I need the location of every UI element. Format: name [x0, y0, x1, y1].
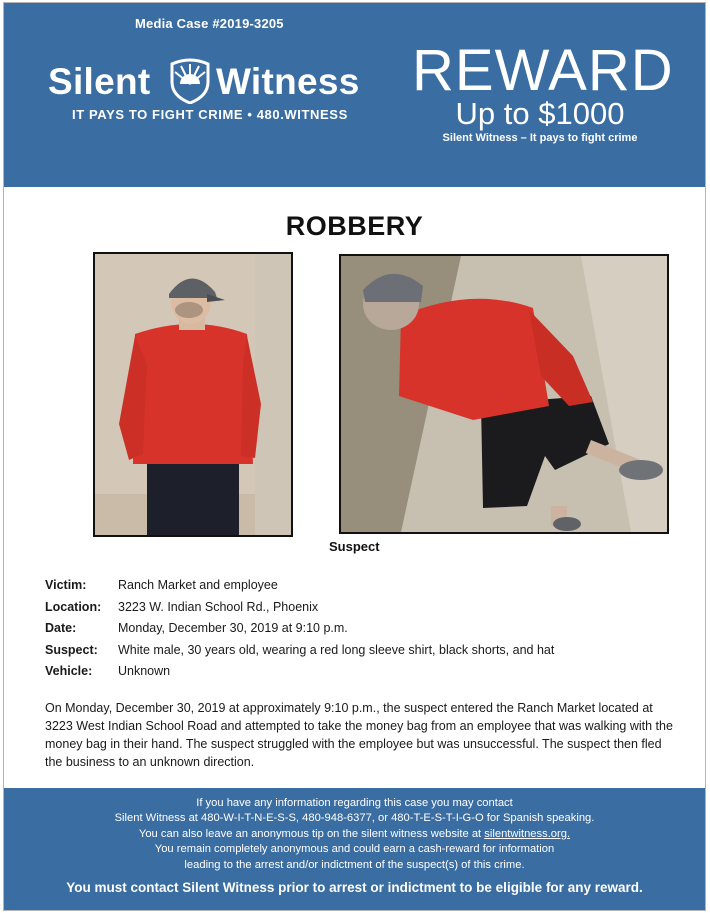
crime-title: ROBBERY: [285, 211, 424, 241]
suspect-photo-front: [93, 252, 293, 537]
detail-value: 3223 W. Indian School Rd., Phoenix: [118, 599, 319, 614]
suspect-photo-overhead: [339, 254, 669, 534]
tagline: IT PAYS TO FIGHT CRIME • 480.WITNESS: [72, 107, 348, 122]
contact-lines: [4, 796, 705, 873]
detail-label: Date:: [45, 621, 77, 635]
reward-amount: Up to $1000: [455, 96, 625, 131]
detail-value: Monday, December 30, 2019 at 9:10 p.m.: [118, 621, 348, 635]
reward-eligibility-notice: You must contact Silent Witness prior to arrest or indictment to be eligible for any reward.: [66, 880, 643, 895]
case-details: [45, 575, 685, 683]
detail-row-location: [45, 597, 685, 619]
photo-caption: Suspect: [329, 539, 380, 554]
detail-label: Victim:: [45, 578, 87, 592]
detail-value: Unknown: [118, 664, 171, 678]
contact-line-text: You can also leave an anonymous tip on the silent witness website at: [138, 827, 485, 840]
detail-value: White male, 30 years old, wearing a red long sleeve shirt, black shorts, and hat: [118, 642, 555, 657]
contact-line: leading to the arrest and/or indictment of the suspect(s) of this crime.: [184, 858, 525, 871]
detail-label: Vehicle:: [45, 664, 93, 678]
reward-subtitle: Silent Witness – It pays to fight crime: [442, 132, 638, 144]
detail-label: Location:: [45, 599, 102, 614]
media-case-number: Media Case #2019-3205: [135, 16, 284, 31]
silent-witness-logo: [48, 57, 378, 107]
flyer-page: [3, 2, 706, 911]
reward-heading: REWARD: [412, 38, 674, 103]
contact-line: You remain completely anonymous and could earn a cash-reward for information: [154, 843, 555, 856]
suspect-overhead-illustration: [341, 256, 667, 532]
logo-word-silent: Silent: [48, 61, 151, 102]
suspect-front-illustration: [95, 254, 291, 535]
contact-line: If you have any information regarding this case you may contact: [196, 797, 513, 809]
detail-row-date: [45, 618, 685, 640]
detail-row-victim: [45, 575, 685, 597]
detail-row-vehicle: [45, 661, 685, 683]
detail-label: Suspect:: [45, 642, 98, 657]
logo-word-witness: Witness: [216, 61, 360, 102]
detail-row-suspect: [45, 640, 685, 662]
contact-footer: [4, 788, 705, 910]
contact-line: Silent Witness at 480-W-I-T-N-E-S-S, 480-948-6377, or 480-T-E-S-T-I-G-O for Spanish speaking.: [114, 812, 595, 825]
header-banner: [4, 3, 705, 187]
incident-narrative: On Monday, December 30, 2019 at approximately 9:10 p.m., the suspect entered the Ranch Market located at 3223 West Indian School Road and attempted to take the money bag from an employee that was walking with the money bag in their hand. The suspect struggled with the employee but was unsuccessful. The suspect then fled the business to an unknown direction.: [45, 701, 673, 769]
website-link[interactable]: silentwitness.org.: [484, 827, 571, 840]
sunrise-shield-icon: [168, 58, 212, 104]
contact-line: [4, 827, 705, 842]
detail-value: Ranch Market and employee: [118, 578, 278, 592]
